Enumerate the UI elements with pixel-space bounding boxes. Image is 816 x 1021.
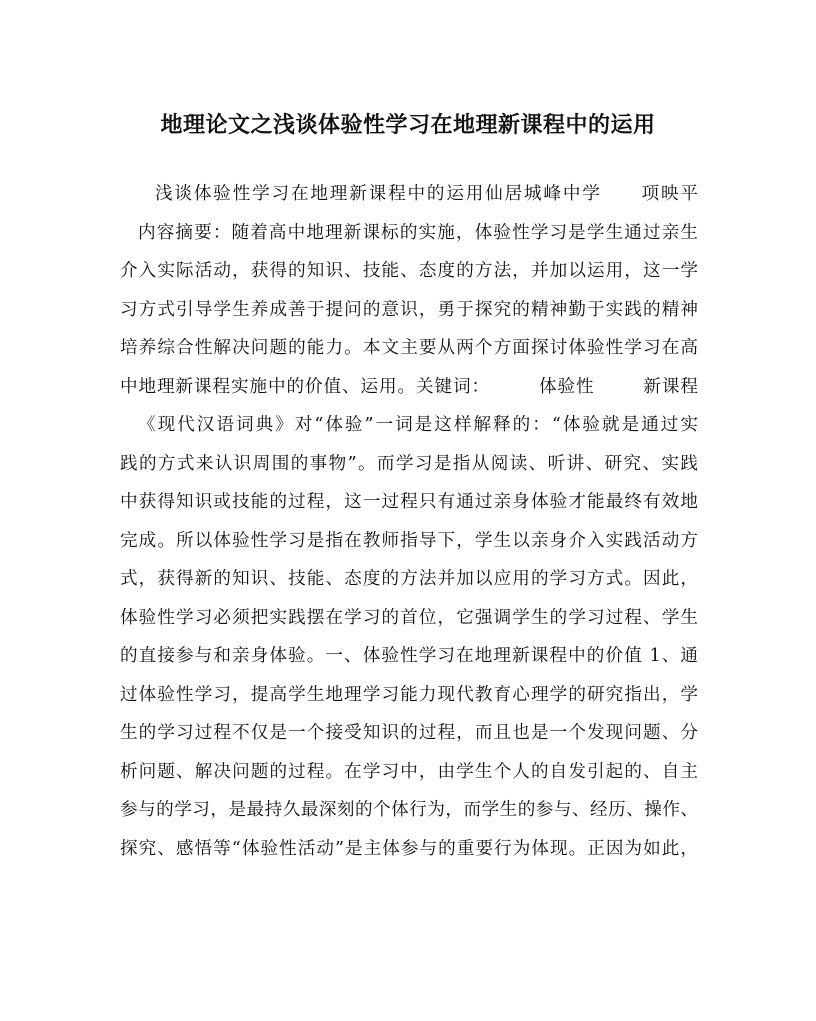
paragraph-line: 体验性学习必须把实践摆在学习的首位，它强调学生的学习过程、学生 [120, 607, 698, 628]
document-title: 地理论文之浅谈体验性学习在地理新课程中的运用 [160, 112, 656, 138]
byline [120, 175, 698, 214]
paragraph-line: 《现代汉语词典》对“体验”一词是这样解释的：“体验就是通过实 [138, 415, 698, 435]
keyword: 新课程 [642, 376, 698, 397]
paragraph-line: 中获得知识或技能的过程，这一过程只有通过亲身体验才能最终有效地 [120, 492, 698, 512]
abstract-line: 习方式引导学生养成善于提问的意识，勇于探究的精神勤于实践的精神 [120, 299, 698, 320]
keyword-prefix: 中地理新课程实施中的价值、运用。关键词： [120, 376, 491, 397]
paragraph-line: 式，获得新的知识、技能、态度的方法并加以应用的学习方式。因此， [120, 569, 698, 589]
byline-text: 浅谈体验性学习在地理新课程中的运用仙居城峰中学 [155, 184, 602, 204]
keyword: 体验性 [538, 376, 595, 397]
byline-author: 项映平 [639, 184, 698, 204]
paragraph-line: 的直接参与和亲身体验。一、体验性学习在地理新课程中的价值 1、通 [120, 646, 698, 666]
paragraph-line: 践的方式来认识周围的事物”。而学习是指从阅读、听讲、研究、实践 [120, 453, 698, 474]
paragraph-line: 析问题、解决问题的过程。在学习中，由学生个人的自发引起的、自主 [120, 761, 698, 782]
document-body [120, 175, 698, 868]
paragraph-line: 生的学习过程不仅是一个接受知识的过程，而且也是一个发现问题、分 [120, 723, 698, 743]
keyword-line [120, 368, 698, 407]
paragraph-line: 参与的学习，是最持久最深刻的个体行为，而学生的参与、经历、操作、 [120, 800, 698, 820]
abstract-line: 培养综合性解决问题的能力。本文主要从两个方面探讨体验性学习在高 [120, 338, 698, 358]
paragraph-line: 完成。所以体验性学习是指在教师指导下，学生以亲身介入实践活动方 [120, 530, 698, 551]
paragraph-line: 探究、感悟等“体验性活动”是主体参与的重要行为体现。正因为如此， [120, 838, 698, 859]
abstract-line: 内容摘要：随着高中地理新课标的实施，体验性学习是学生通过亲生 [138, 222, 698, 243]
paragraph-line: 过体验性学习，提高学生地理学习能力现代教育心理学的研究指出，学 [120, 684, 698, 705]
abstract-line: 介入实际活动，获得的知识、技能、态度的方法，并加以运用，这一学 [120, 261, 698, 281]
